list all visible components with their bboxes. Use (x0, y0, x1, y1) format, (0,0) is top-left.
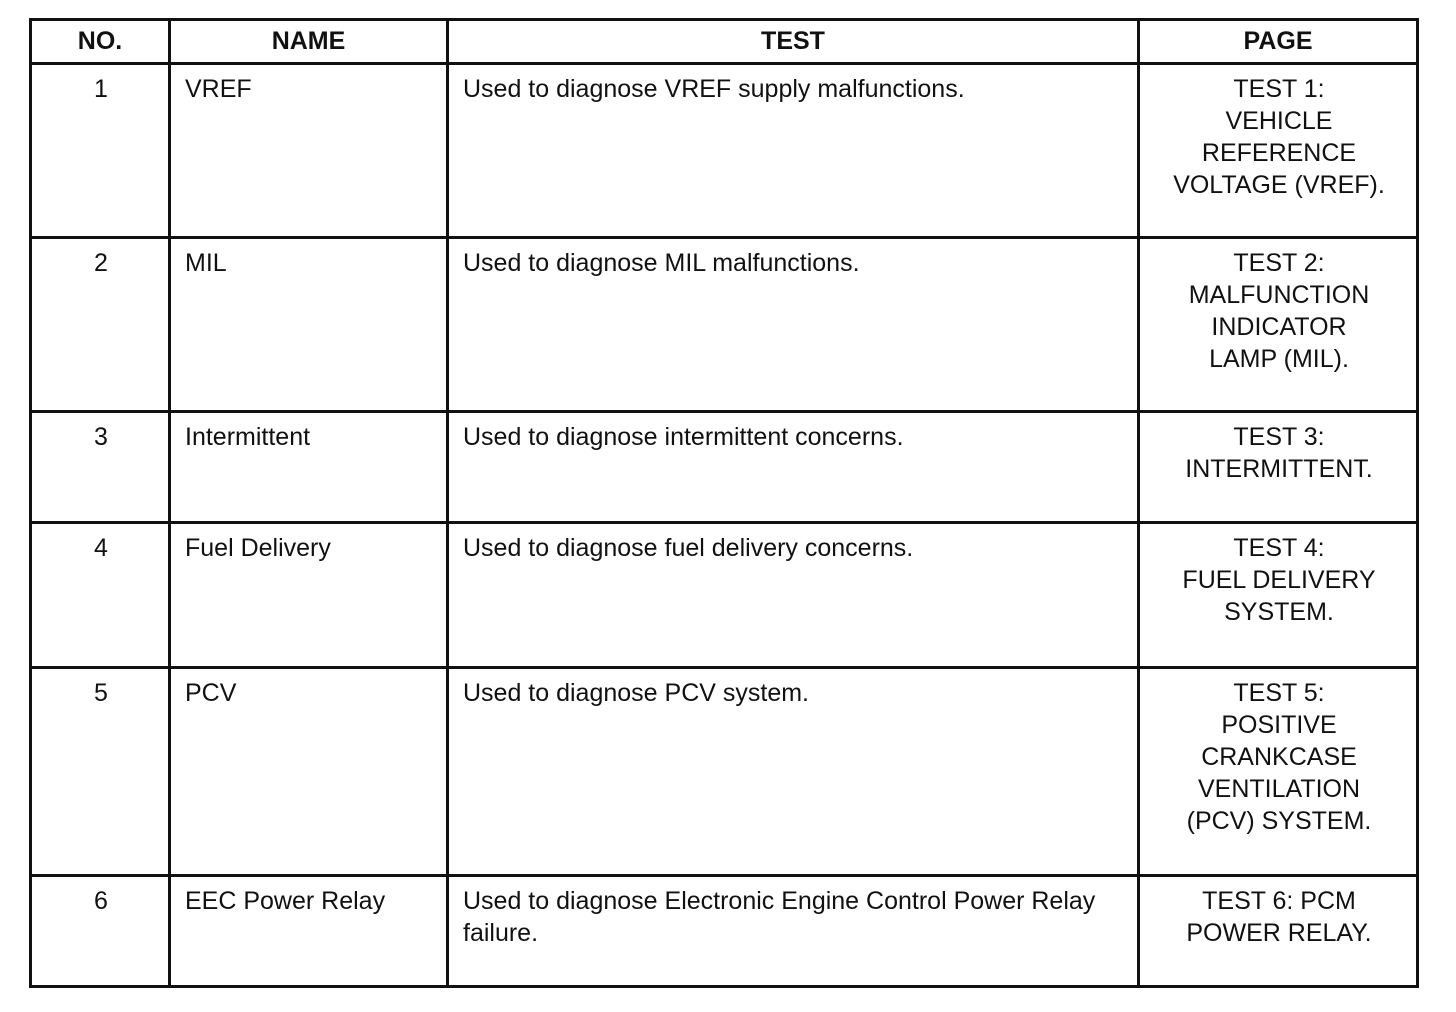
header-row (31, 20, 1418, 64)
cell-name: Fuel Delivery (170, 523, 448, 668)
cell-page (1139, 412, 1418, 523)
cell-page (1139, 523, 1418, 668)
page-line: FUEL DELIVERY (1182, 566, 1376, 594)
cell-test: Used to diagnose PCV system. (448, 668, 1139, 876)
page-line: VENTILATION (1197, 775, 1361, 803)
page-line: TEST 1: (1233, 75, 1325, 103)
cell-test: Used to diagnose VREF supply malfunctions. (448, 64, 1139, 238)
page-line: REFERENCE (1201, 139, 1357, 167)
cell-test: Used to diagnose Electronic Engine Control Power Relay failure. (448, 876, 1139, 987)
page-line: VEHICLE (1225, 107, 1333, 135)
table-row (31, 412, 1418, 523)
page-line: TEST 6: PCM (1202, 887, 1356, 915)
table-row (31, 238, 1418, 412)
header-page: PAGE (1139, 20, 1418, 64)
page-line: VOLTAGE (VREF). (1173, 171, 1385, 199)
cell-page (1139, 238, 1418, 412)
page-line: SYSTEM. (1224, 598, 1334, 626)
cell-page (1139, 876, 1418, 987)
page-line: POSITIVE (1221, 711, 1337, 739)
header-no: NO. (31, 20, 170, 64)
page-line: TEST 3: (1233, 423, 1325, 451)
header-name: NAME (170, 20, 448, 64)
cell-name: MIL (170, 238, 448, 412)
page-line: TEST 2: (1233, 249, 1325, 277)
page-line: LAMP (MIL). (1209, 345, 1349, 373)
cell-test: Used to diagnose fuel delivery concerns. (448, 523, 1139, 668)
cell-no: 2 (31, 238, 170, 412)
cell-page (1139, 64, 1418, 238)
page-line: MALFUNCTION (1188, 281, 1370, 309)
page-line: CRANKCASE (1201, 743, 1357, 771)
page-line: INTERMITTENT. (1185, 455, 1373, 483)
cell-no: 5 (31, 668, 170, 876)
page-line: INDICATOR (1211, 313, 1347, 341)
cell-test: Used to diagnose MIL malfunctions. (448, 238, 1139, 412)
table-row (31, 668, 1418, 876)
cell-page (1139, 668, 1418, 876)
cell-no: 1 (31, 64, 170, 238)
page-line: POWER RELAY. (1186, 919, 1372, 947)
cell-name: VREF (170, 64, 448, 238)
cell-name: Intermittent (170, 412, 448, 523)
cell-name: EEC Power Relay (170, 876, 448, 987)
table-row (31, 523, 1418, 668)
cell-no: 6 (31, 876, 170, 987)
cell-no: 3 (31, 412, 170, 523)
diagnostic-tests-table (29, 18, 1419, 988)
page-line: (PCV) SYSTEM. (1186, 807, 1372, 835)
cell-test: Used to diagnose intermittent concerns. (448, 412, 1139, 523)
header-test: TEST (448, 20, 1139, 64)
page-line: TEST 4: (1233, 534, 1325, 562)
table-row (31, 876, 1418, 987)
page-line: TEST 5: (1233, 679, 1325, 707)
cell-no: 4 (31, 523, 170, 668)
table-row (31, 64, 1418, 238)
cell-name: PCV (170, 668, 448, 876)
